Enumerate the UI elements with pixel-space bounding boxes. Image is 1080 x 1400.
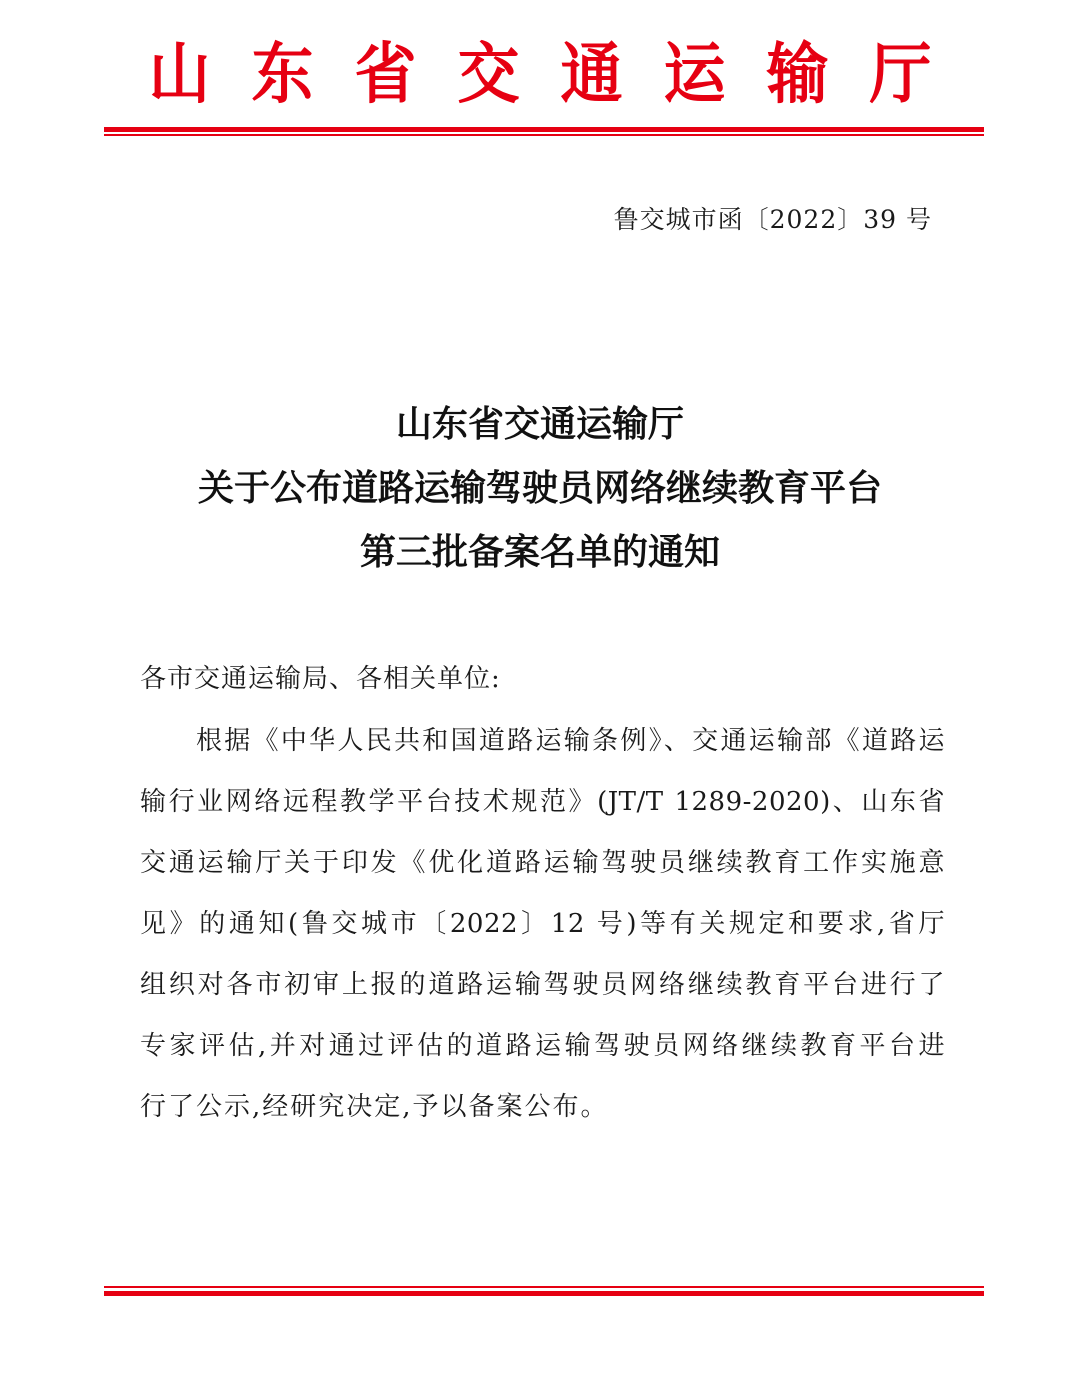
document-title-line-3: 第三批备案名单的通知 — [359, 531, 720, 573]
masthead-char: 交 — [457, 34, 520, 113]
document-title-line-1: 山东省交通运输厅 — [395, 403, 684, 445]
masthead-char: 输 — [766, 34, 829, 113]
masthead-red-rule-thick — [104, 127, 984, 132]
body-text-line: 行了公示,经研究决定,予以备案公布。 — [140, 1092, 609, 1122]
masthead-char: 省 — [354, 34, 417, 113]
document-title-line-2: 关于公布道路运输驾驶员网络继续教育平台 — [197, 467, 882, 509]
footer-red-rule-thick — [104, 1291, 984, 1296]
footer-red-rule-thin — [104, 1286, 984, 1288]
body-text-line: 输行业网络远程教学平台技术规范》(JT/T 1289-2020)、山东省 — [140, 787, 945, 817]
masthead-char: 东 — [251, 34, 314, 113]
masthead-char: 通 — [560, 34, 623, 113]
body-text-line: 组织对各市初审上报的道路运输驾驶员网络继续教育平台进行了 — [140, 970, 945, 1000]
masthead-red-rule-thin — [104, 134, 984, 136]
body-text-line: 见》的通知(鲁交城市〔2022〕12 号)等有关规定和要求,省厅 — [140, 909, 945, 939]
body-text-line: 交通运输厅关于印发《优化道路运输驾驶员继续教育工作实施意 — [140, 848, 945, 878]
masthead-title — [0, 34, 1080, 114]
body-text-line: 根据《中华人民共和国道路运输条例》、交通运输部《道路运 — [196, 726, 945, 756]
salutation: 各市交通运输局、各相关单位: — [140, 664, 501, 694]
masthead-char: 厅 — [869, 34, 932, 113]
masthead-char: 山 — [148, 34, 211, 113]
body-text-line: 专家评估,并对通过评估的道路运输驾驶员网络继续教育平台进 — [140, 1031, 945, 1061]
document-number: 鲁交城市函〔2022〕39 号 — [613, 205, 932, 234]
masthead-char: 运 — [663, 34, 726, 113]
